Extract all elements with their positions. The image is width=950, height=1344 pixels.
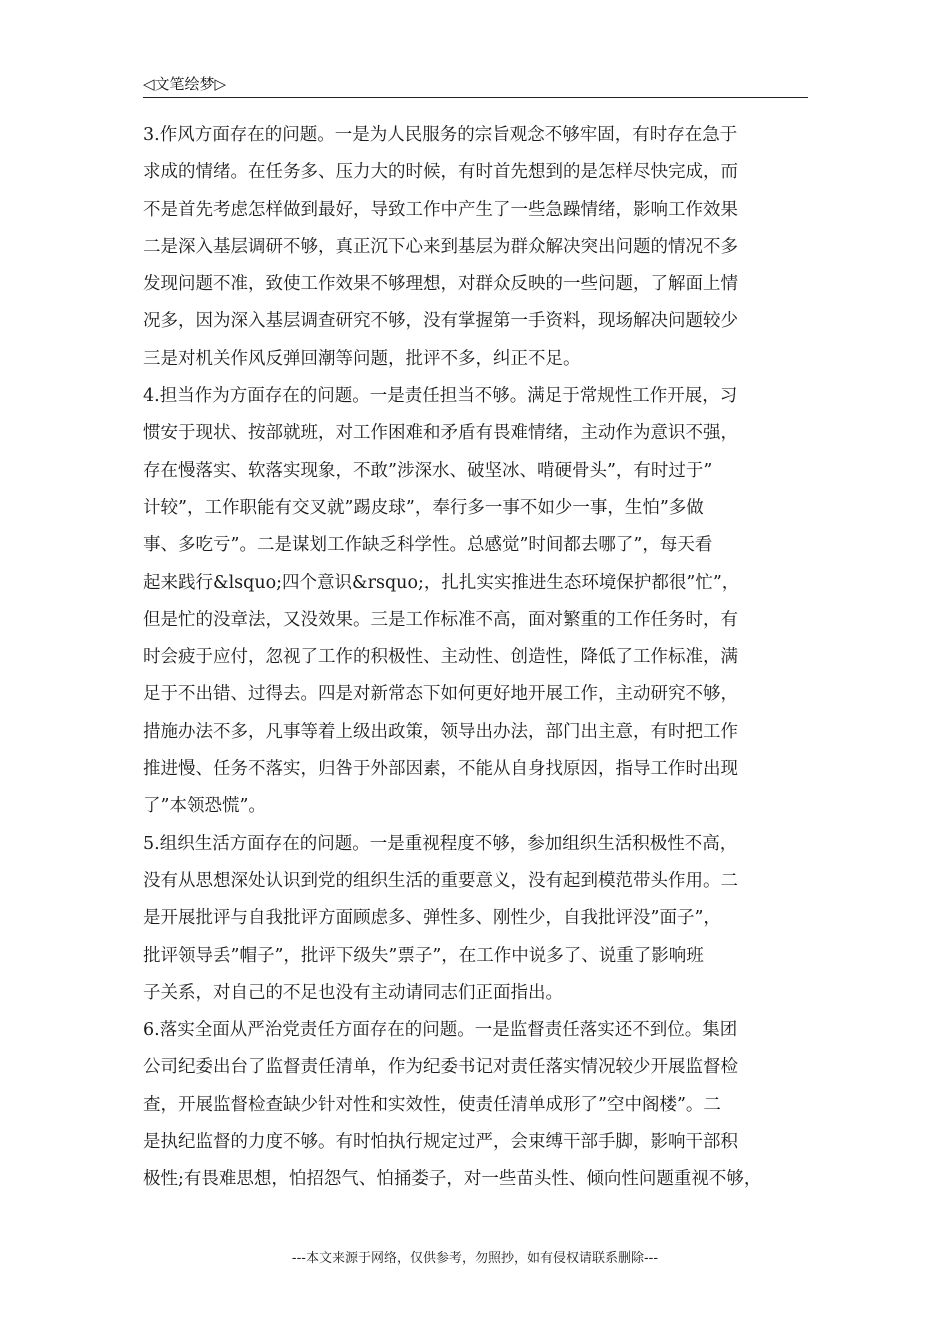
text-line: 发现问题不准，致使工作效果不够理想，对群众反映的一些问题，了解面上情: [143, 274, 738, 295]
text-line: 时会疲于应付，忽视了工作的积极性、主动性、创造性，降低了工作标准，满: [143, 647, 738, 668]
document-body: [143, 117, 811, 1199]
page-footer-disclaimer: ---本文来源于网络，仅供参考，勿照抄，如有侵权请联系删除---: [291, 1251, 659, 1266]
text-line: 5.组织生活方面存在的问题。一是重视程度不够，参加组织生活积极性不高，: [143, 833, 738, 854]
text-line: 存在慢落实、软落实现象，不敢”涉深水、破坚冰、啃硬骨头”，有时过于”: [143, 460, 713, 481]
text-line: 惯安于现状、按部就班，对工作困难和矛盾有畏难情绪，主动作为意识不强，: [143, 423, 738, 444]
header-divider: [143, 97, 808, 98]
text-line: 计较”，工作职能有交叉就”踢皮球”，奉行多一事不如少一事，生怕”多做: [143, 497, 704, 518]
text-line: 但是忙的没章法，又没效果。三是工作标准不高，面对繁重的工作任务时，有: [143, 609, 738, 630]
text-line: 是执纪监督的力度不够。有时怕执行规定过严，会束缚干部手脚，影响干部积: [143, 1132, 738, 1153]
text-line: 足于不出错、过得去。四是对新常态下如何更好地开展工作，主动研究不够，: [143, 684, 738, 705]
text-line: 极性;有畏难思想，怕招怨气、怕捅娄子，对一些苗头性、倾向性问题重视不够，: [143, 1169, 762, 1190]
text-line: 起来践行&lsquo;四个意识&rsquo;，扎扎实实推进生态环境保护都很”忙”，: [143, 572, 740, 593]
text-line: 子关系，对自己的不足也没有主动请同志们正面指出。: [143, 982, 563, 1003]
text-line: 况多，因为深入基层调查研究不够，没有掌握第一手资料，现场解决问题较少: [143, 311, 738, 332]
text-line: 4.担当作为方面存在的问题。一是责任担当不够。满足于常规性工作开展，习: [143, 386, 738, 407]
text-line: 推进慢、任务不落实，归咎于外部因素，不能从自身找原因，指导工作时出现: [143, 759, 738, 780]
text-line: 没有从思想深处认识到党的组织生活的重要意义，没有起到模范带头作用。二: [143, 870, 738, 891]
text-line: 措施办法不多，凡事等着上级出政策，领导出办法，部门出主意，有时把工作: [143, 721, 738, 742]
text-line: 批评领导丢”帽子”，批评下级失”票子”，在工作中说多了、说重了影响班: [143, 945, 704, 966]
text-line: 6.落实全面从严治党责任方面存在的问题。一是监督责任落实还不到位。集团: [143, 1020, 738, 1041]
text-line: 是开展批评与自我批评方面顾虑多、弹性多、刚性少，自我批评没”面子”，: [143, 908, 721, 929]
page-header-title: ◁文笔绘梦▷: [143, 75, 227, 93]
text-line: 求成的情绪。在任务多、压力大的时候，有时首先想到的是怎样尽快完成，而: [143, 162, 738, 183]
text-line: 三是对机关作风反弹回潮等问题，批评不多，纠正不足。: [143, 348, 581, 369]
text-line: 不是首先考虑怎样做到最好，导致工作中产生了一些急躁情绪，影响工作效果: [143, 199, 738, 220]
text-line: 了”本领恐慌”。: [143, 796, 266, 817]
text-line: 3.作风方面存在的问题。一是为人民服务的宗旨观念不够牢固，有时存在急于: [143, 125, 738, 145]
text-line: 事、多吃亏”。二是谋划工作缺乏科学性。总感觉”时间都去哪了”，每天看: [143, 535, 713, 556]
text-line: 查，开展监督检查缺少针对性和实效性，使责任清单成形了”空中阁楼”。二: [143, 1094, 721, 1115]
text-line: 二是深入基层调研不够，真正沉下心来到基层为群众解决突出问题的情况不多: [143, 236, 738, 257]
text-line: 公司纪委出台了监督责任清单，作为纪委书记对责任落实情况较少开展监督检: [143, 1057, 738, 1078]
